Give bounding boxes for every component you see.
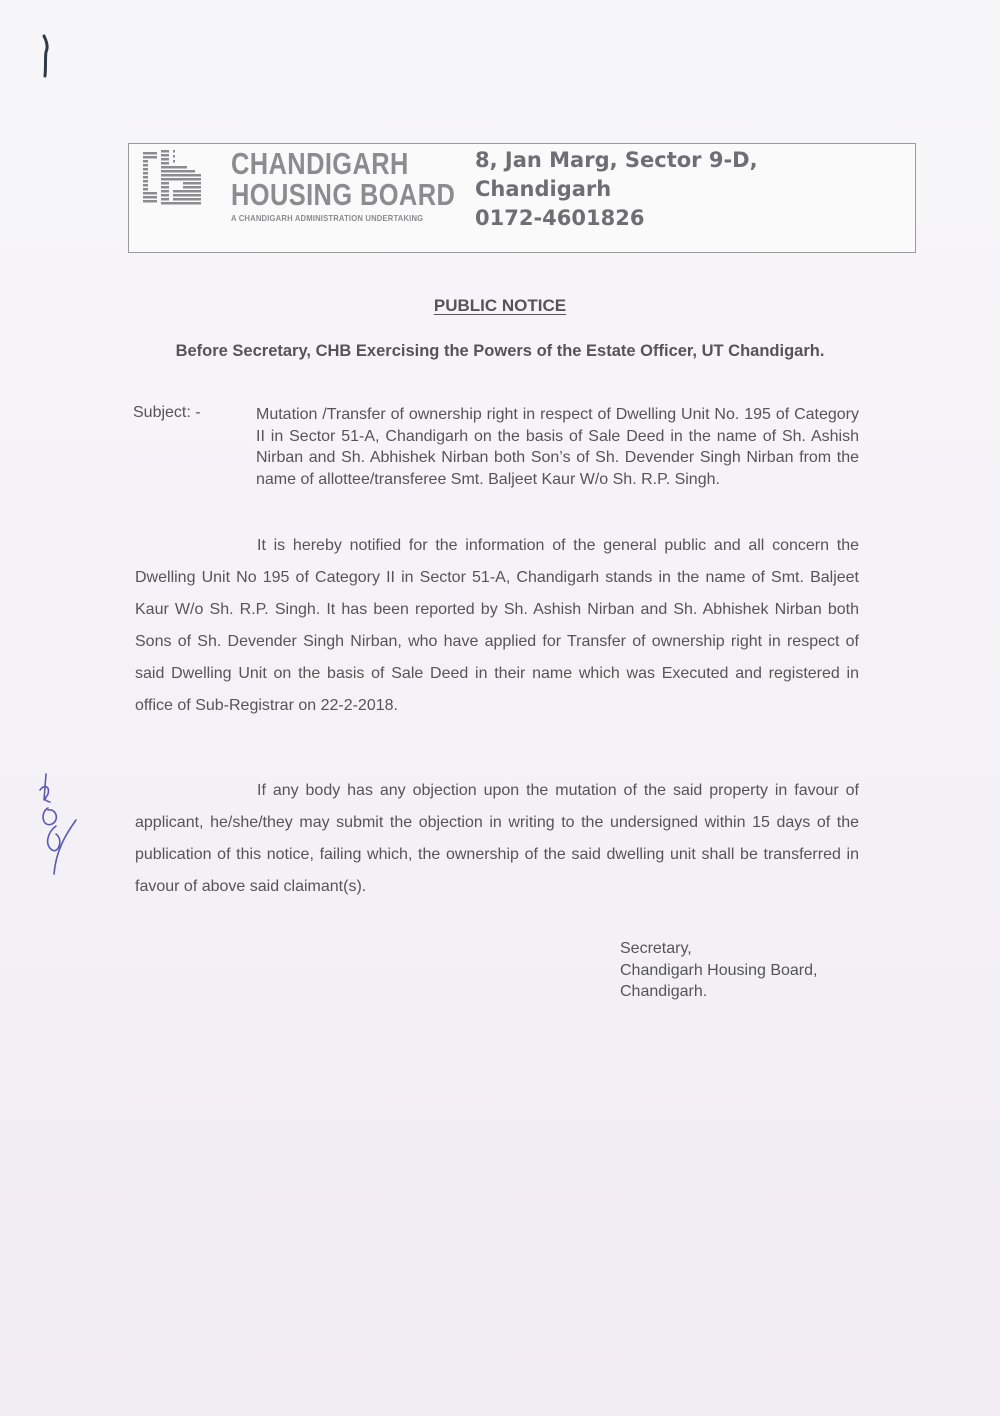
logo-tagline: A CHANDIGARH ADMINISTRATION UNDERTAKING (231, 213, 424, 223)
address-block (475, 146, 758, 233)
signatory-org: Chandigarh Housing Board, (620, 961, 818, 979)
paragraph-notification (135, 530, 859, 722)
logo-line1: CHANDIGARH (231, 146, 409, 181)
handwritten-initials (34, 770, 94, 880)
chb-logo-icon (143, 150, 203, 210)
logo-line2: HOUSING BOARD (231, 177, 456, 212)
signatory-city: Chandigarh. (620, 983, 708, 1000)
paragraph2-text: If any body has any objection upon the mutation of the said property in favour of applicant, he/she/they may submit the objection in writing to the undersigned within 15 days of the publication of this notice, failing which, the ownership of the said dwelling unit shall be transferred in favour of above said claimant(s). (135, 782, 859, 895)
address-line2: Chandigarh (475, 177, 612, 201)
notice-title-container (0, 296, 1000, 316)
phone-number: 0172-4601826 (475, 206, 645, 230)
logo-wordmark (231, 148, 504, 223)
subject-label: Subject: - (133, 404, 201, 421)
signature-block (620, 938, 817, 1003)
letterhead (128, 143, 916, 253)
authority-heading: Before Secretary, CHB Exercising the Powers of the Estate Officer, UT Chandigarh. (175, 342, 825, 360)
paragraph1-text: It is hereby notified for the information of the general public and all concern the Dwelling Unit No 195 of Category II in Sector 51-A, Chandigarh stands in the name of Smt. Baljeet Kaur W/o Sh. R.P. Singh. It has been reported by Sh. Ashish Nirban and Sh. Abhishek Nirban both Sons of Sh. Devender Singh Nirban, who have applied for Transfer of ownership right in respect of said Dwelling Unit on the basis of Sale Deed in their name which was Executed and registered in office of Sub-Registrar on 22-2-2018. (135, 537, 859, 714)
subject-text: Mutation /Transfer of ownership right in respect of Dwelling Unit No. 195 of Category II in Sector 51-A, Chandigarh on the basis of Sale Deed in the name of Sh. Ashish Nirban and Sh. Abhishek Nirban both Son’s of Sh. Devender Singh Nirban from the name of allottee/transferee Smt. Baljeet Kaur W/o Sh. R.P. Singh. (256, 406, 859, 488)
signatory-title: Secretary, (620, 940, 692, 957)
address-line1: 8, Jan Marg, Sector 9-D, (475, 148, 758, 172)
paragraph-objection (135, 775, 859, 903)
notice-title: PUBLIC NOTICE (433, 296, 567, 315)
ink-mark (38, 34, 52, 78)
